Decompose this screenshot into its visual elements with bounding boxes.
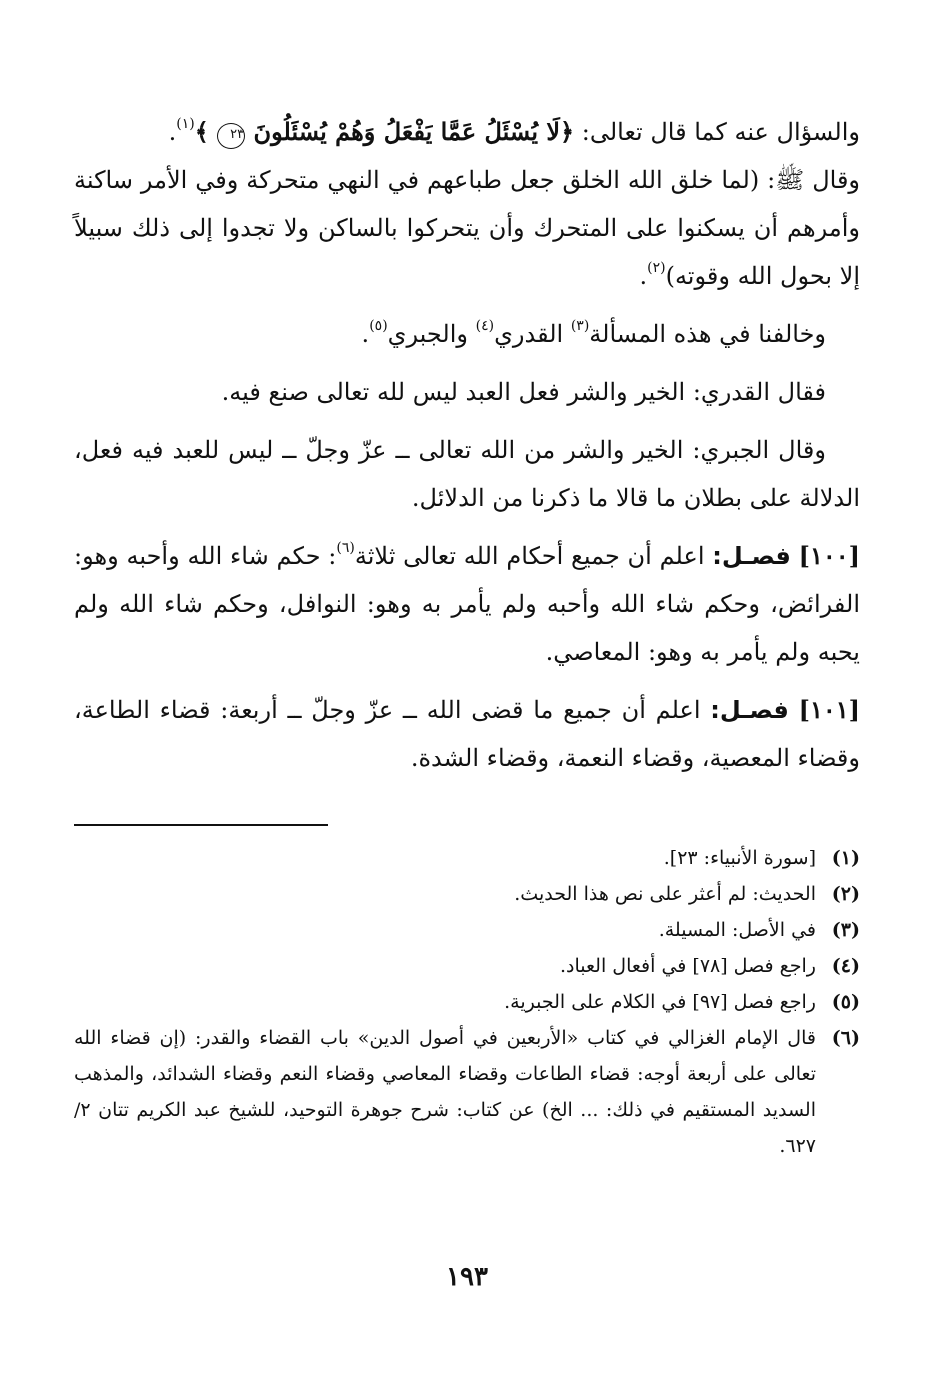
p3-part-b: القدري xyxy=(494,320,571,348)
quran-text: ﴿لَا يُسْئَلُ عَمَّا يَفْعَلُ وَهُمْ يُسْئَلُونَ xyxy=(253,117,575,146)
ayah-number-marker: ٢٣ xyxy=(217,123,245,149)
footnote-ref-3[interactable]: (٣) xyxy=(570,318,590,334)
s100-part-b: : حكم شاء الله وأحبه وهو: الفرائض، وحكم شاء الله وأحبه ولم يأمر به وهو: النوافل، وحكم شاء الله ولم يحبه ولم يأمر به وهو: المعاصي. xyxy=(74,542,860,666)
footnote-number: (٦) xyxy=(831,1027,860,1049)
footnote-number: (٣) xyxy=(831,919,860,941)
footnote-text: الحديث: لم أعثر على نص هذا الحديث. xyxy=(514,883,816,905)
p1-lead: والسؤال عنه كما قال تعالى: xyxy=(574,118,860,146)
footnote-4 xyxy=(74,948,860,984)
footnote-number: (٢) xyxy=(831,883,860,905)
footnote-ref-1[interactable]: (١) xyxy=(176,116,195,132)
p3-part-a: وخالفنا في هذه المسألة xyxy=(589,320,826,348)
section-100 xyxy=(74,532,860,676)
paragraph-1 xyxy=(74,108,860,156)
footnote-2 xyxy=(74,876,860,912)
quran-verse xyxy=(195,117,574,146)
paragraph-4: فقال القدري: الخير والشر فعل العبد ليس لله تعالى صنع فيه. xyxy=(221,378,826,406)
footnote-separator xyxy=(74,824,328,826)
quran-close-bracket: ﴾ xyxy=(194,117,209,146)
fasl-label: فصـل: xyxy=(710,696,789,724)
footnote-text: راجع فصل [٩٧] في الكلام على الجبرية. xyxy=(504,991,816,1013)
paragraph-3 xyxy=(74,310,860,358)
p2-end: . xyxy=(639,262,648,290)
footnote-5 xyxy=(74,984,860,1020)
paragraph-5: وقال الجبري: الخير والشر من الله تعالى ــ عزّ وجلّ ــ ليس للعبد فيه فعل، الدلالة على بطلان ما قالا ما ذكرنا من الدلائل. xyxy=(74,436,860,512)
main-text xyxy=(74,108,860,782)
fasl-label: فصـل: xyxy=(712,542,791,570)
footnote-number: (٥) xyxy=(831,991,860,1013)
paragraph-2 xyxy=(74,156,860,300)
book-page xyxy=(74,108,860,1164)
footnote-text: في الأصل: المسيلة. xyxy=(658,919,816,941)
hadith-text: وقال ﷺ: (لما خلق الله الخلق جعل طباعهم في النهي متحركة وفي الأمر ساكنة وأمرهم أن يسكنوا على المتحرك وأن يتحركوا بالساكن ولا تجدوا إلى ذلك سبيلاً إلا بحول الله وقوته) xyxy=(74,166,861,290)
section-number-100: [١٠٠] xyxy=(798,541,861,570)
footnote-text: [سورة الأنبياء: ٢٣]. xyxy=(663,847,816,869)
section-number-101: [١٠١] xyxy=(798,695,860,724)
footnote-ref-4[interactable]: (٤) xyxy=(475,318,495,334)
footnote-number: (٤) xyxy=(831,955,860,977)
footnote-ref-5[interactable]: (٥) xyxy=(369,318,388,334)
p3-end: . xyxy=(361,320,370,348)
footnote-ref-6[interactable]: (٦) xyxy=(336,540,355,556)
s101-text: اعلم أن جميع ما قضى الله ــ عزّ وجلّ ــ أربعة: قضاء الطاعة، وقضاء المعصية، وقضاء النعمة، وقضاء الشدة. xyxy=(74,696,860,772)
page-number: ١٩٣ xyxy=(446,1262,488,1292)
footnote-text: قال الإمام الغزالي في كتاب «الأربعين في أصول الدين» باب القضاء والقدر: (إن قضاء الله تعالى على أربعة أوجه: قضاء الطاعات وقضاء المعاصي وقضاء النعم وقضاء الشدائد، والمذهب السديد المستقيم في ذلك: ... الخ) عن كتاب: شرح جوهرة التوحيد، للشيخ عبد الكريم تتان ٢/ ٦٢٧. xyxy=(74,1027,816,1157)
p3-part-c: والجبري xyxy=(387,320,476,348)
footnote-3 xyxy=(74,912,860,948)
footnotes xyxy=(74,840,860,1164)
footnote-number: (١) xyxy=(831,847,860,869)
footnote-1 xyxy=(74,840,860,876)
p1-end: . xyxy=(168,118,177,146)
footnote-ref-2[interactable]: (٢) xyxy=(647,260,666,276)
footnote-text: راجع فصل [٧٨] في أفعال العباد. xyxy=(559,955,816,977)
section-101 xyxy=(74,686,860,782)
footnote-6 xyxy=(74,1020,860,1164)
s100-part-a: اعلم أن جميع أحكام الله تعالى ثلاثة xyxy=(354,542,713,570)
